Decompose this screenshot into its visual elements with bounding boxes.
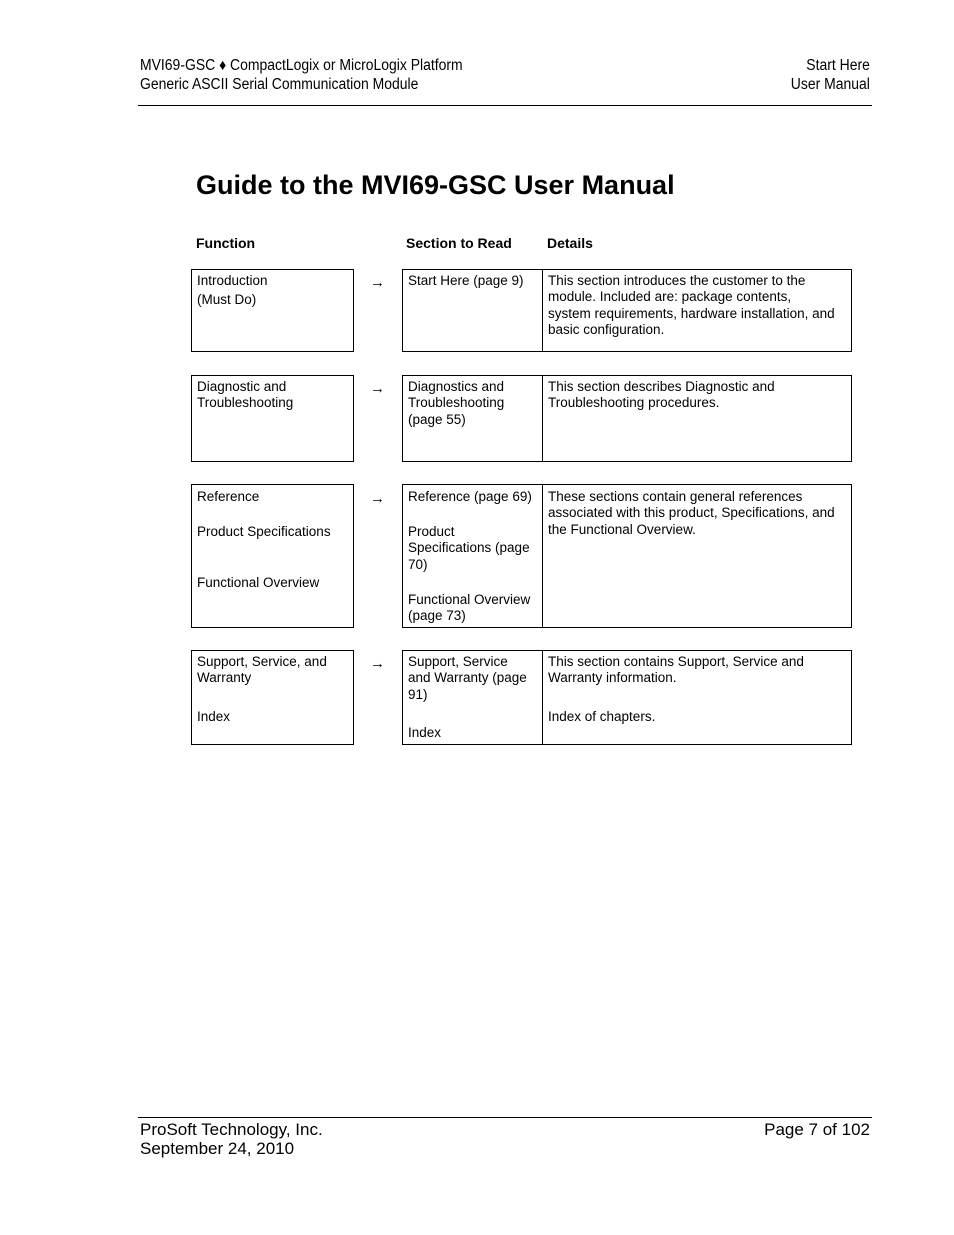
arrow-icon: → xyxy=(370,274,385,291)
details-text: basic configuration. xyxy=(548,321,665,337)
details-text: Troubleshooting procedures. xyxy=(548,395,720,411)
header-chapter: Start Here xyxy=(806,57,870,74)
footer-left xyxy=(140,1120,323,1158)
function-box-introduction xyxy=(191,269,354,352)
column-heading-section: Section to Read xyxy=(406,235,512,251)
section-link: Start Here (page 9) xyxy=(408,273,524,288)
section-link: and Warranty (page xyxy=(408,670,527,686)
section-link: 70) xyxy=(408,556,428,572)
arrow-icon: → xyxy=(370,490,385,507)
header-right xyxy=(791,56,870,94)
section-link: Troubleshooting xyxy=(408,395,505,411)
section-link: 91) xyxy=(408,686,428,702)
section-box-start-here xyxy=(402,269,852,352)
section-link: Functional Overview xyxy=(408,592,531,607)
details-text: module. Included are: package contents, xyxy=(548,289,792,305)
details-text: This section describes Diagnostic and xyxy=(548,379,775,394)
page-number: Page 7 of 102 xyxy=(764,1120,870,1139)
header-product-line: MVI69-GSC ♦ CompactLogix or MicroLogix Platform xyxy=(140,57,463,74)
arrow-icon: → xyxy=(370,380,385,397)
details-text: Index of chapters. xyxy=(548,709,656,724)
section-link: Product xyxy=(408,524,455,539)
page-title: Guide to the MVI69-GSC User Manual xyxy=(196,170,675,200)
section-link: (page 73) xyxy=(408,608,466,624)
header-module-line: Generic ASCII Serial Communication Module xyxy=(140,76,419,93)
function-text: (Must Do) xyxy=(197,292,257,307)
function-text: Troubleshooting xyxy=(197,395,294,411)
footer-date: September 24, 2010 xyxy=(140,1139,295,1158)
function-text: Functional Overview xyxy=(197,575,320,590)
function-text: Warranty xyxy=(197,670,252,686)
section-link: (page 55) xyxy=(408,411,466,427)
function-text: Diagnostic and xyxy=(197,379,287,394)
details-text: This section contains Support, Service and xyxy=(548,654,804,669)
function-text: Introduction xyxy=(197,273,268,288)
header-divider xyxy=(138,105,872,106)
section-link: Diagnostics and xyxy=(408,379,505,394)
details-text: Warranty information. xyxy=(548,670,677,686)
header-doc-type: User Manual xyxy=(790,76,870,93)
details-text: These sections contain general references xyxy=(548,489,803,504)
section-link: Specifications (page xyxy=(408,540,530,556)
details-text: the Functional Overview. xyxy=(548,521,696,537)
details-text: associated with this product, Specifications, and xyxy=(548,505,835,521)
footer-divider xyxy=(138,1117,872,1118)
section-link: Index xyxy=(408,725,442,740)
function-box-support xyxy=(191,650,354,745)
arrow-icon: → xyxy=(370,655,385,672)
section-box-support xyxy=(402,650,852,745)
section-link: Support, Service xyxy=(408,654,508,669)
section-box-diagnostics xyxy=(402,375,852,462)
function-box-diagnostics xyxy=(191,375,354,462)
section-box-reference xyxy=(402,484,852,628)
section-link: Reference (page 69) xyxy=(408,489,532,504)
details-text: This section introduces the customer to the xyxy=(548,273,806,288)
function-text: Reference xyxy=(197,489,260,504)
function-text: Index xyxy=(197,709,231,724)
column-heading-function: Function xyxy=(196,235,256,251)
footer-company: ProSoft Technology, Inc. xyxy=(140,1120,323,1139)
function-text: Product Specifications xyxy=(197,524,331,539)
function-box-reference xyxy=(191,484,354,628)
footer-right xyxy=(764,1120,870,1139)
header-left xyxy=(140,56,463,94)
function-text: Support, Service, and xyxy=(197,654,327,669)
column-heading-details: Details xyxy=(547,235,593,251)
details-text: system requirements, hardware installation, and xyxy=(548,305,835,321)
